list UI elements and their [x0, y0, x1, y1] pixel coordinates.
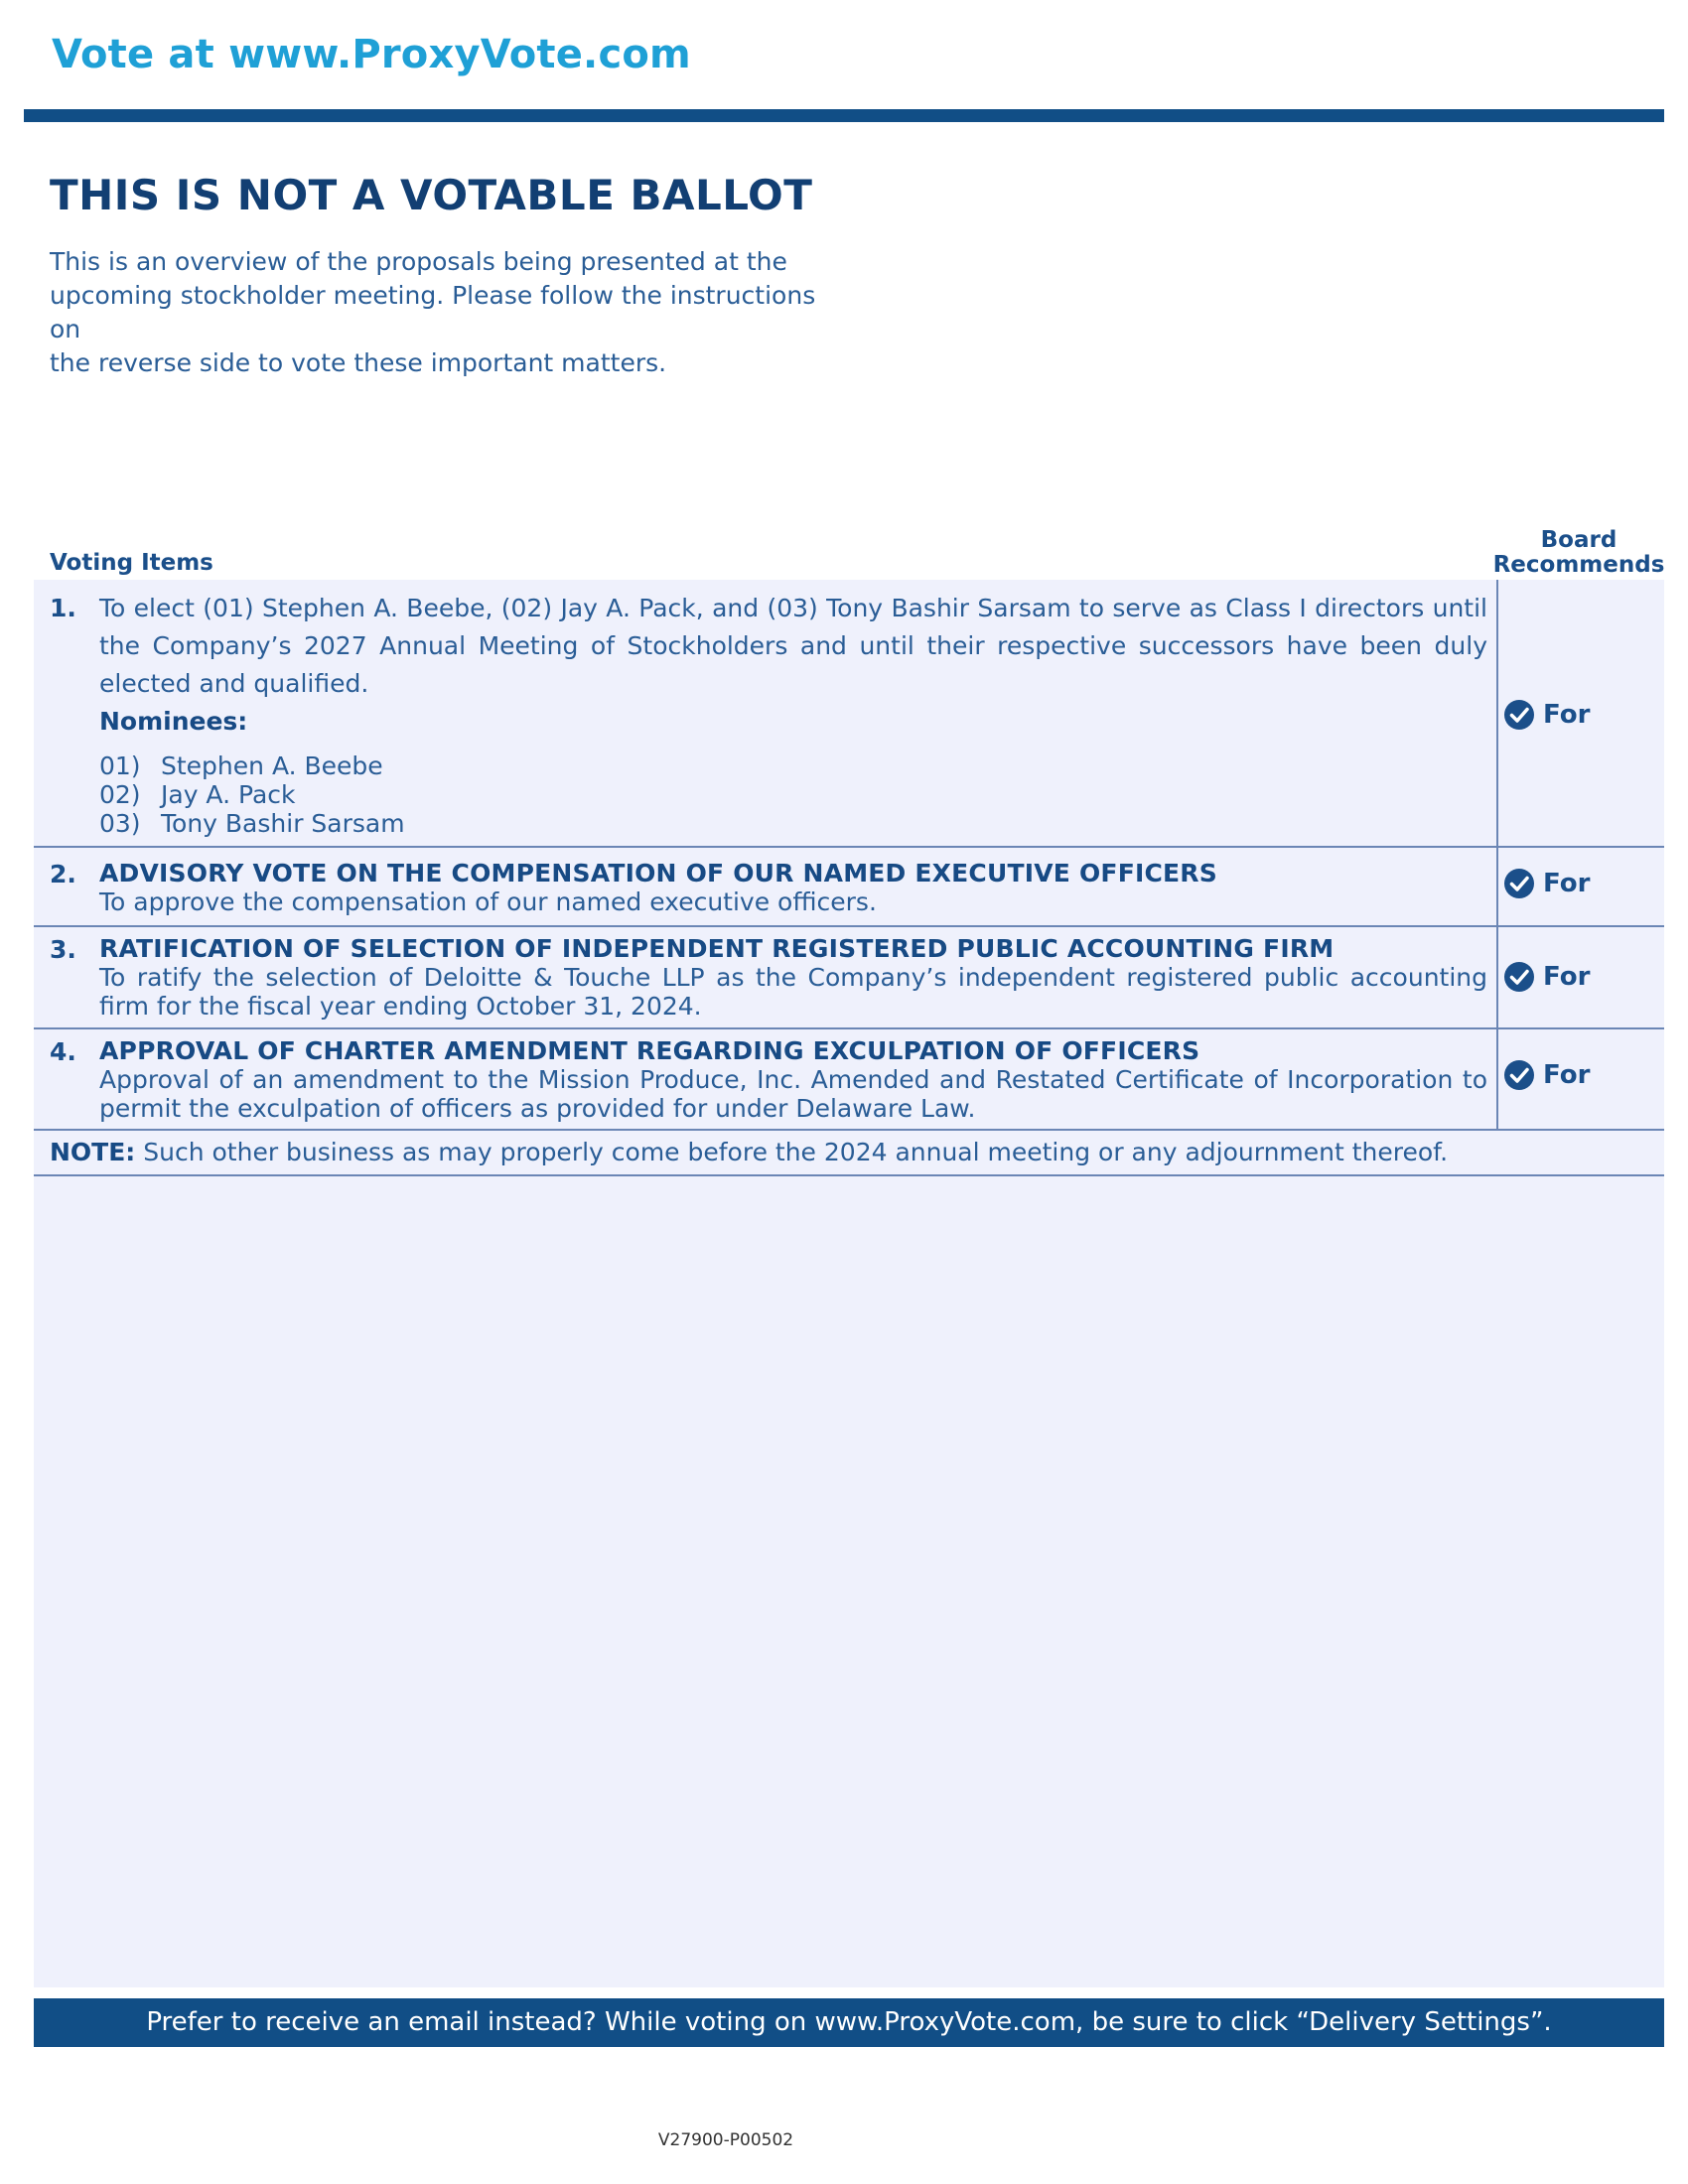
- item-description: To ratify the selection of Deloitte & Touche LLP as the Company’s independent registered public accounting firm for the fiscal year ending October 31, 2024.: [99, 963, 1487, 1021]
- nominee-name: Jay A. Pack: [161, 780, 296, 809]
- item-number: 2.: [50, 860, 76, 888]
- check-circle-icon: [1503, 699, 1535, 731]
- board-recommends-header: [1489, 528, 1668, 578]
- recommendation-label: For: [1543, 1060, 1591, 1090]
- item-number: 1.: [50, 594, 76, 622]
- nominee-id: 02): [99, 780, 141, 809]
- item-heading: ADVISORY VOTE ON THE COMPENSATION OF OUR NAMED EXECUTIVE OFFICERS: [99, 859, 1217, 887]
- nominee-id: 01): [99, 751, 141, 780]
- item-heading: APPROVAL OF CHARTER AMENDMENT REGARDING EXCULPATION OF OFFICERS: [99, 1036, 1200, 1065]
- item-content: [99, 590, 1487, 838]
- check-circle-icon: [1503, 1059, 1535, 1091]
- vote-url-header: Vote at www.ProxyVote.com: [52, 32, 691, 77]
- item-number: 4.: [50, 1037, 76, 1066]
- board-recommendation: [1503, 1059, 1590, 1091]
- item-heading: RATIFICATION OF SELECTION OF INDEPENDENT REGISTERED PUBLIC ACCOUNTING FIRM: [99, 934, 1335, 963]
- delivery-settings-banner: Prefer to receive an email instead? While voting on www.ProxyVote.com, be sure to click “Delivery Settings”.: [34, 1998, 1664, 2047]
- board-recommendation: [1503, 961, 1590, 993]
- item-content: [99, 860, 1487, 916]
- voting-item-4: [34, 1029, 1664, 1131]
- intro-text: [50, 245, 844, 380]
- voting-item-1: [34, 580, 1664, 848]
- board-header-line: Recommends: [1492, 552, 1665, 578]
- recommendation-label: For: [1543, 962, 1591, 992]
- document-code: V27900-P00502: [657, 2130, 794, 2150]
- intro-line: upcoming stockholder meeting. Please follow the instructions on: [50, 281, 816, 343]
- board-recommendation: [1503, 868, 1590, 899]
- board-header-line: Board: [1540, 527, 1618, 553]
- column-divider: [1496, 580, 1498, 846]
- note-body: Such other business as may properly come before the 2024 annual meeting or any adjournment thereof.: [135, 1138, 1449, 1166]
- note-label: NOTE:: [50, 1138, 136, 1166]
- voting-items-header: Voting Items: [50, 550, 213, 576]
- nominee-name: Stephen A. Beebe: [161, 751, 383, 780]
- board-recommendation: [1503, 699, 1590, 731]
- column-divider: [1496, 927, 1498, 1027]
- nominee-item: [99, 780, 1487, 809]
- nominees-label: Nominees:: [99, 707, 248, 736]
- nominee-id: 03): [99, 809, 141, 838]
- nominees-list: [99, 751, 1487, 838]
- intro-line: the reverse side to vote these important matters.: [50, 348, 667, 377]
- voting-item-2: [34, 848, 1664, 927]
- item-number: 3.: [50, 935, 76, 964]
- item-description: To elect (01) Stephen A. Beebe, (02) Jay A. Pack, and (03) Tony Bashir Sarsam to serve as Class I directors until the Company’s 2027 Annual Meeting of Stockholders and until their respective successors have been duly elected and qualified.: [99, 594, 1487, 698]
- item-description: To approve the compensation of our named executive officers.: [99, 887, 877, 916]
- voting-item-3: [34, 927, 1664, 1029]
- top-rule: [24, 109, 1664, 122]
- recommendation-label: For: [1543, 700, 1591, 730]
- item-content: [99, 935, 1487, 1021]
- column-divider: [1496, 848, 1498, 925]
- item-description: Approval of an amendment to the Mission Produce, Inc. Amended and Restated Certificate of Incorporation to permit the exculpation of officers as provided for under Delaware Law.: [99, 1065, 1487, 1123]
- check-circle-icon: [1503, 868, 1535, 899]
- nominee-item: [99, 809, 1487, 838]
- page-title: THIS IS NOT A VOTABLE BALLOT: [50, 171, 813, 219]
- nominee-item: [99, 751, 1487, 780]
- check-circle-icon: [1503, 961, 1535, 993]
- column-divider: [1496, 1029, 1498, 1129]
- nominee-name: Tony Bashir Sarsam: [161, 809, 405, 838]
- recommendation-label: For: [1543, 869, 1591, 898]
- note-row: [34, 1131, 1664, 1176]
- intro-line: This is an overview of the proposals being presented at the: [50, 247, 787, 276]
- note-text: [50, 1138, 1448, 1166]
- item-content: [99, 1037, 1487, 1123]
